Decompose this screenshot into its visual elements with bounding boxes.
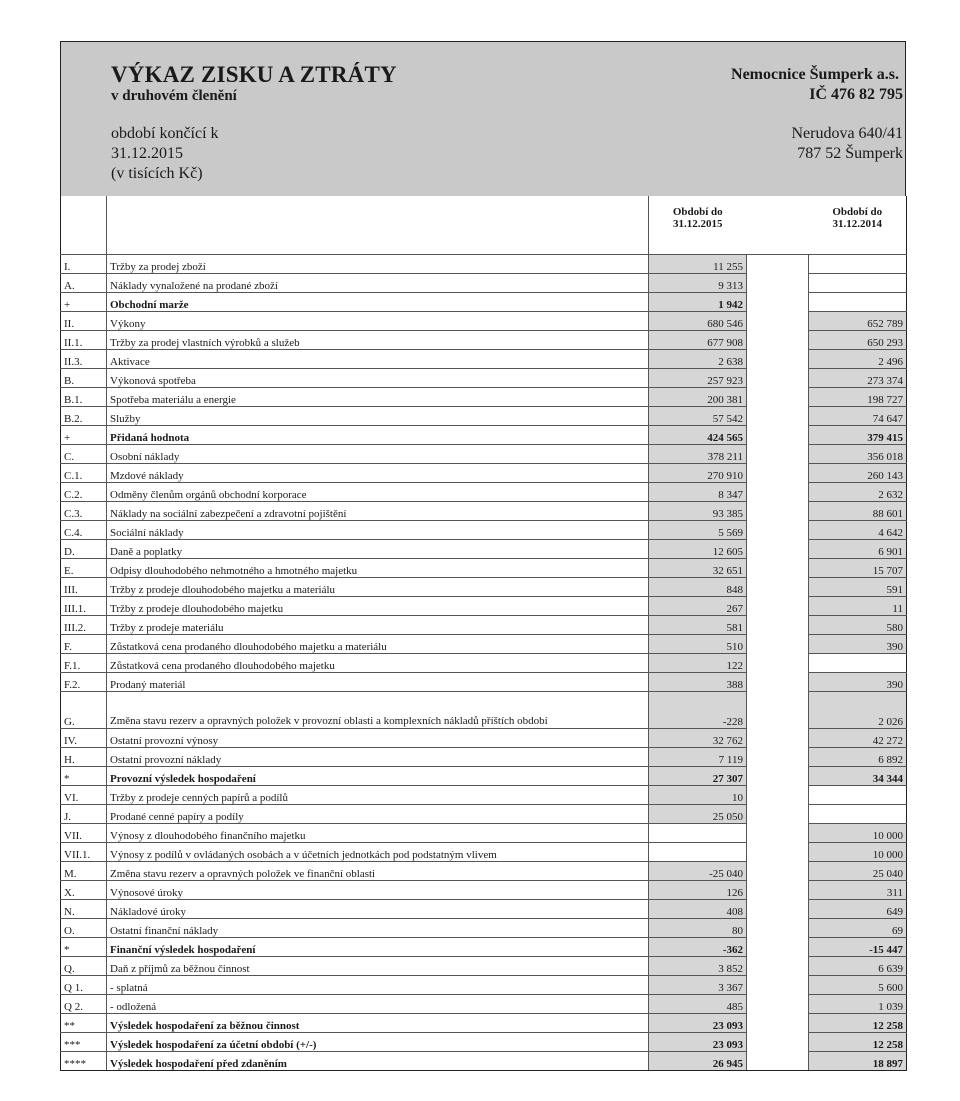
table-row [61, 540, 907, 559]
period-label: období končící k [111, 125, 219, 142]
header-prior-period [809, 196, 907, 255]
row-value-2015: 424 565 [649, 426, 747, 445]
row-gap [747, 483, 809, 502]
row-gap [747, 540, 809, 559]
row-label: Výsledek hospodaření před zdaněním [107, 1052, 649, 1071]
row-value-2014: 25 040 [809, 862, 907, 881]
row-value-2015: 5 569 [649, 521, 747, 540]
row-value-2015: 8 347 [649, 483, 747, 502]
row-value-2015: -362 [649, 938, 747, 957]
table-row [61, 654, 907, 673]
row-value-2014: 650 293 [809, 331, 907, 350]
table-row [61, 673, 907, 692]
row-label: Obchodní marže [107, 293, 649, 312]
table-row [61, 862, 907, 881]
table-row [61, 976, 907, 995]
row-label: Tržby z prodeje dlouhodobého majetku [107, 597, 649, 616]
row-label: Osobní náklady [107, 445, 649, 464]
row-code: J. [61, 805, 107, 824]
row-value-2015: 378 211 [649, 445, 747, 464]
table-row [61, 559, 907, 578]
row-code: C.1. [61, 464, 107, 483]
row-value-2014: 74 647 [809, 407, 907, 426]
row-code: Q. [61, 957, 107, 976]
row-value-2015: 27 307 [649, 767, 747, 786]
row-gap [747, 559, 809, 578]
current-period-date: 31.12.2015 [673, 218, 723, 230]
row-label: Změna stavu rezerv a opravných položek v provozní oblasti a komplexních nákladů příštích období [107, 692, 649, 729]
row-gap [747, 502, 809, 521]
prior-period-label: Období do [832, 206, 883, 218]
row-value-2015: 677 908 [649, 331, 747, 350]
row-code: O. [61, 919, 107, 938]
row-code: II. [61, 312, 107, 331]
row-gap [747, 616, 809, 635]
row-value-2014: 6 892 [809, 748, 907, 767]
row-code: G. [61, 692, 107, 729]
row-value-2015: 93 385 [649, 502, 747, 521]
row-value-2015: 9 313 [649, 274, 747, 293]
row-label: Provozní výsledek hospodaření [107, 767, 649, 786]
row-label: Výsledek hospodaření za běžnou činnost [107, 1014, 649, 1033]
income-statement [60, 41, 906, 1071]
row-label: Zůstatková cena prodaného dlouhodobého majetku a materiálu [107, 635, 649, 654]
row-code: + [61, 293, 107, 312]
row-value-2015: 680 546 [649, 312, 747, 331]
period-date: 31.12.2015 [111, 145, 183, 162]
row-value-2014: 12 258 [809, 1033, 907, 1052]
row-gap [747, 464, 809, 483]
row-value-2014: 11 [809, 597, 907, 616]
row-gap [747, 350, 809, 369]
row-label: Sociální náklady [107, 521, 649, 540]
row-value-2015: 257 923 [649, 369, 747, 388]
row-value-2014 [809, 274, 907, 293]
row-value-2014: 10 000 [809, 843, 907, 862]
row-value-2014: 15 707 [809, 559, 907, 578]
row-gap [747, 767, 809, 786]
row-gap [747, 1052, 809, 1071]
table-row [61, 293, 907, 312]
row-value-2015: 510 [649, 635, 747, 654]
row-code: N. [61, 900, 107, 919]
row-value-2014: 649 [809, 900, 907, 919]
company-name: Nemocnice Šumperk a.s. [731, 66, 899, 83]
row-value-2014: 34 344 [809, 767, 907, 786]
row-label: Služby [107, 407, 649, 426]
company-id: IČ 476 82 795 [809, 86, 903, 103]
row-code: B.1. [61, 388, 107, 407]
row-value-2014: 10 000 [809, 824, 907, 843]
table-row [61, 388, 907, 407]
table-row [61, 843, 907, 862]
row-code: II.3. [61, 350, 107, 369]
table-row [61, 805, 907, 824]
row-label: Tržby za prodej vlastních výrobků a služeb [107, 331, 649, 350]
period-block [111, 124, 219, 184]
row-code: F.1. [61, 654, 107, 673]
table-row [61, 1014, 907, 1033]
row-code: VI. [61, 786, 107, 805]
row-value-2014 [809, 255, 907, 274]
row-code: H. [61, 748, 107, 767]
row-label: Daň z příjmů za běžnou činnost [107, 957, 649, 976]
row-gap [747, 729, 809, 748]
units-note: (v tisících Kč) [111, 165, 203, 182]
row-label: Změna stavu rezerv a opravných položek ve finanční oblasti [107, 862, 649, 881]
table-row [61, 919, 907, 938]
row-code: *** [61, 1033, 107, 1052]
statement-title: VÝKAZ ZISKU A ZTRÁTY [111, 62, 397, 87]
row-value-2015: 2 638 [649, 350, 747, 369]
row-gap [747, 995, 809, 1014]
row-gap [747, 881, 809, 900]
row-label: Zůstatková cena prodaného dlouhodobého majetku [107, 654, 649, 673]
row-value-2015 [649, 843, 747, 862]
row-label: Finanční výsledek hospodaření [107, 938, 649, 957]
table-row [61, 767, 907, 786]
row-code: A. [61, 274, 107, 293]
row-code: **** [61, 1052, 107, 1071]
row-code: * [61, 767, 107, 786]
row-gap [747, 1014, 809, 1033]
row-label: Prodaný materiál [107, 673, 649, 692]
row-value-2015: 26 945 [649, 1052, 747, 1071]
row-code: III.2. [61, 616, 107, 635]
table-row [61, 616, 907, 635]
row-value-2014 [809, 654, 907, 673]
row-gap [747, 957, 809, 976]
row-value-2014: 12 258 [809, 1014, 907, 1033]
row-value-2015: -228 [649, 692, 747, 729]
row-code: III.1. [61, 597, 107, 616]
table-row [61, 312, 907, 331]
row-value-2014: 2 496 [809, 350, 907, 369]
row-gap [747, 635, 809, 654]
row-value-2015: 581 [649, 616, 747, 635]
row-value-2015: 267 [649, 597, 747, 616]
row-value-2014: 311 [809, 881, 907, 900]
table-row [61, 483, 907, 502]
table-row [61, 426, 907, 445]
row-gap [747, 673, 809, 692]
row-value-2014: 379 415 [809, 426, 907, 445]
row-code: F.2. [61, 673, 107, 692]
row-gap [747, 426, 809, 445]
row-gap [747, 255, 809, 274]
address-street: Nerudova 640/41 [791, 125, 903, 142]
table-row [61, 748, 907, 767]
row-gap [747, 597, 809, 616]
row-label: Výnosové úroky [107, 881, 649, 900]
row-value-2014: 69 [809, 919, 907, 938]
row-label: - odložená [107, 995, 649, 1014]
row-value-2015: 388 [649, 673, 747, 692]
statement-table [60, 196, 907, 1071]
row-label: Výsledek hospodaření za účetní období (+/-) [107, 1033, 649, 1052]
table-row [61, 502, 907, 521]
row-label: Tržby za prodej zboží [107, 255, 649, 274]
row-value-2014: 652 789 [809, 312, 907, 331]
row-gap [747, 331, 809, 350]
row-value-2015: 3 852 [649, 957, 747, 976]
row-value-2014: 580 [809, 616, 907, 635]
statement-header [60, 41, 906, 196]
row-value-2014: 591 [809, 578, 907, 597]
row-gap [747, 388, 809, 407]
row-code: C.4. [61, 521, 107, 540]
row-value-2015: 200 381 [649, 388, 747, 407]
row-value-2015: 408 [649, 900, 747, 919]
row-code: III. [61, 578, 107, 597]
row-label: Tržby z prodeje materiálu [107, 616, 649, 635]
row-value-2014: 273 374 [809, 369, 907, 388]
company-address [791, 124, 903, 164]
row-gap [747, 312, 809, 331]
row-code: D. [61, 540, 107, 559]
table-row [61, 521, 907, 540]
row-value-2014: 356 018 [809, 445, 907, 464]
row-label: Výkonová spotřeba [107, 369, 649, 388]
row-value-2015: 126 [649, 881, 747, 900]
table-row [61, 786, 907, 805]
row-label: Odměny členům orgánů obchodní korporace [107, 483, 649, 502]
header-label-cell [107, 196, 649, 255]
row-code: C.2. [61, 483, 107, 502]
header-current-period [649, 196, 747, 255]
row-label: Výnosy z dlouhodobého finančního majetku [107, 824, 649, 843]
row-code: C.3. [61, 502, 107, 521]
row-label: Tržby z prodeje dlouhodobého majetku a materiálu [107, 578, 649, 597]
row-code: I. [61, 255, 107, 274]
row-value-2015: 12 605 [649, 540, 747, 559]
row-gap [747, 692, 809, 729]
row-gap [747, 824, 809, 843]
row-value-2015: 80 [649, 919, 747, 938]
row-value-2015: 23 093 [649, 1014, 747, 1033]
row-gap [747, 654, 809, 673]
row-label: Výnosy z podílů v ovládaných osobách a v účetních jednotkách pod podstatným vlivem [107, 843, 649, 862]
header-code-cell [61, 196, 107, 255]
row-value-2015: -25 040 [649, 862, 747, 881]
row-code: VII. [61, 824, 107, 843]
row-code: II.1. [61, 331, 107, 350]
table-row [61, 350, 907, 369]
row-gap [747, 521, 809, 540]
row-value-2015: 1 942 [649, 293, 747, 312]
row-gap [747, 293, 809, 312]
row-value-2015: 57 542 [649, 407, 747, 426]
row-code: M. [61, 862, 107, 881]
row-value-2014 [809, 805, 907, 824]
row-label: Přidaná hodnota [107, 426, 649, 445]
row-value-2014 [809, 293, 907, 312]
row-value-2014: 4 642 [809, 521, 907, 540]
row-code: F. [61, 635, 107, 654]
row-label: Odpisy dlouhodobého nehmotného a hmotného majetku [107, 559, 649, 578]
row-value-2014: 1 039 [809, 995, 907, 1014]
header-gap-cell [747, 196, 809, 255]
row-code: Q 2. [61, 995, 107, 1014]
row-label: Daně a poplatky [107, 540, 649, 559]
row-value-2014: 390 [809, 673, 907, 692]
table-row [61, 1033, 907, 1052]
row-code: * [61, 938, 107, 957]
row-gap [747, 445, 809, 464]
row-value-2015: 7 119 [649, 748, 747, 767]
row-value-2014: 18 897 [809, 1052, 907, 1071]
table-row [61, 957, 907, 976]
table-row [61, 331, 907, 350]
row-value-2015: 11 255 [649, 255, 747, 274]
row-code: VII.1. [61, 843, 107, 862]
row-code: B. [61, 369, 107, 388]
row-code: E. [61, 559, 107, 578]
row-label: Aktivace [107, 350, 649, 369]
row-value-2014: 6 901 [809, 540, 907, 559]
row-label: Ostatní finanční náklady [107, 919, 649, 938]
row-value-2015: 25 050 [649, 805, 747, 824]
row-label: Ostatní provozní výnosy [107, 729, 649, 748]
row-code: Q 1. [61, 976, 107, 995]
current-period-label: Období do [672, 206, 723, 218]
row-value-2015: 32 762 [649, 729, 747, 748]
row-gap [747, 578, 809, 597]
row-value-2015: 848 [649, 578, 747, 597]
row-value-2014: 2 026 [809, 692, 907, 729]
row-value-2015: 3 367 [649, 976, 747, 995]
table-row [61, 1052, 907, 1071]
row-value-2014: 260 143 [809, 464, 907, 483]
row-code: IV. [61, 729, 107, 748]
row-value-2015 [649, 824, 747, 843]
row-gap [747, 805, 809, 824]
row-label: Náklady vynaložené na prodané zboží [107, 274, 649, 293]
row-gap [747, 919, 809, 938]
row-value-2014: 5 600 [809, 976, 907, 995]
table-row [61, 274, 907, 293]
table-row [61, 597, 907, 616]
row-value-2015: 32 651 [649, 559, 747, 578]
table-row [61, 900, 907, 919]
table-row [61, 369, 907, 388]
table-row [61, 407, 907, 426]
row-code: B.2. [61, 407, 107, 426]
table-row [61, 255, 907, 274]
row-gap [747, 1033, 809, 1052]
row-value-2014: 6 639 [809, 957, 907, 976]
row-gap [747, 407, 809, 426]
row-gap [747, 786, 809, 805]
row-label: Mzdové náklady [107, 464, 649, 483]
row-value-2014: -15 447 [809, 938, 907, 957]
row-label: - splatná [107, 976, 649, 995]
row-value-2014: 198 727 [809, 388, 907, 407]
row-label: Tržby z prodeje cenných papírů a podílů [107, 786, 649, 805]
row-value-2014: 2 632 [809, 483, 907, 502]
row-gap [747, 938, 809, 957]
row-gap [747, 369, 809, 388]
row-label: Prodané cenné papíry a podíly [107, 805, 649, 824]
row-code: + [61, 426, 107, 445]
row-gap [747, 843, 809, 862]
table-row [61, 445, 907, 464]
row-value-2015: 270 910 [649, 464, 747, 483]
row-gap [747, 862, 809, 881]
row-gap [747, 274, 809, 293]
column-header-row [61, 196, 907, 255]
row-gap [747, 748, 809, 767]
row-label: Ostatní provozní náklady [107, 748, 649, 767]
prior-period-date: 31.12.2014 [832, 218, 882, 230]
row-gap [747, 900, 809, 919]
row-label: Spotřeba materiálu a energie [107, 388, 649, 407]
table-row [61, 635, 907, 654]
table-row [61, 824, 907, 843]
row-code: X. [61, 881, 107, 900]
table-row [61, 938, 907, 957]
row-code: C. [61, 445, 107, 464]
row-value-2015: 122 [649, 654, 747, 673]
table-row [61, 729, 907, 748]
row-label: Náklady na sociální zabezpečení a zdravotní pojištění [107, 502, 649, 521]
row-value-2014: 42 272 [809, 729, 907, 748]
row-code: ** [61, 1014, 107, 1033]
row-value-2014 [809, 786, 907, 805]
table-row [61, 995, 907, 1014]
row-label: Výkony [107, 312, 649, 331]
row-value-2015: 23 093 [649, 1033, 747, 1052]
row-label: Nákladové úroky [107, 900, 649, 919]
table-row [61, 464, 907, 483]
address-city: 787 52 Šumperk [797, 145, 903, 162]
table-row [61, 881, 907, 900]
row-gap [747, 976, 809, 995]
table-row [61, 692, 907, 729]
table-row [61, 578, 907, 597]
row-value-2014: 390 [809, 635, 907, 654]
row-value-2015: 485 [649, 995, 747, 1014]
row-value-2014: 88 601 [809, 502, 907, 521]
statement-subtitle: v druhovém členění [111, 88, 237, 104]
row-value-2015: 10 [649, 786, 747, 805]
